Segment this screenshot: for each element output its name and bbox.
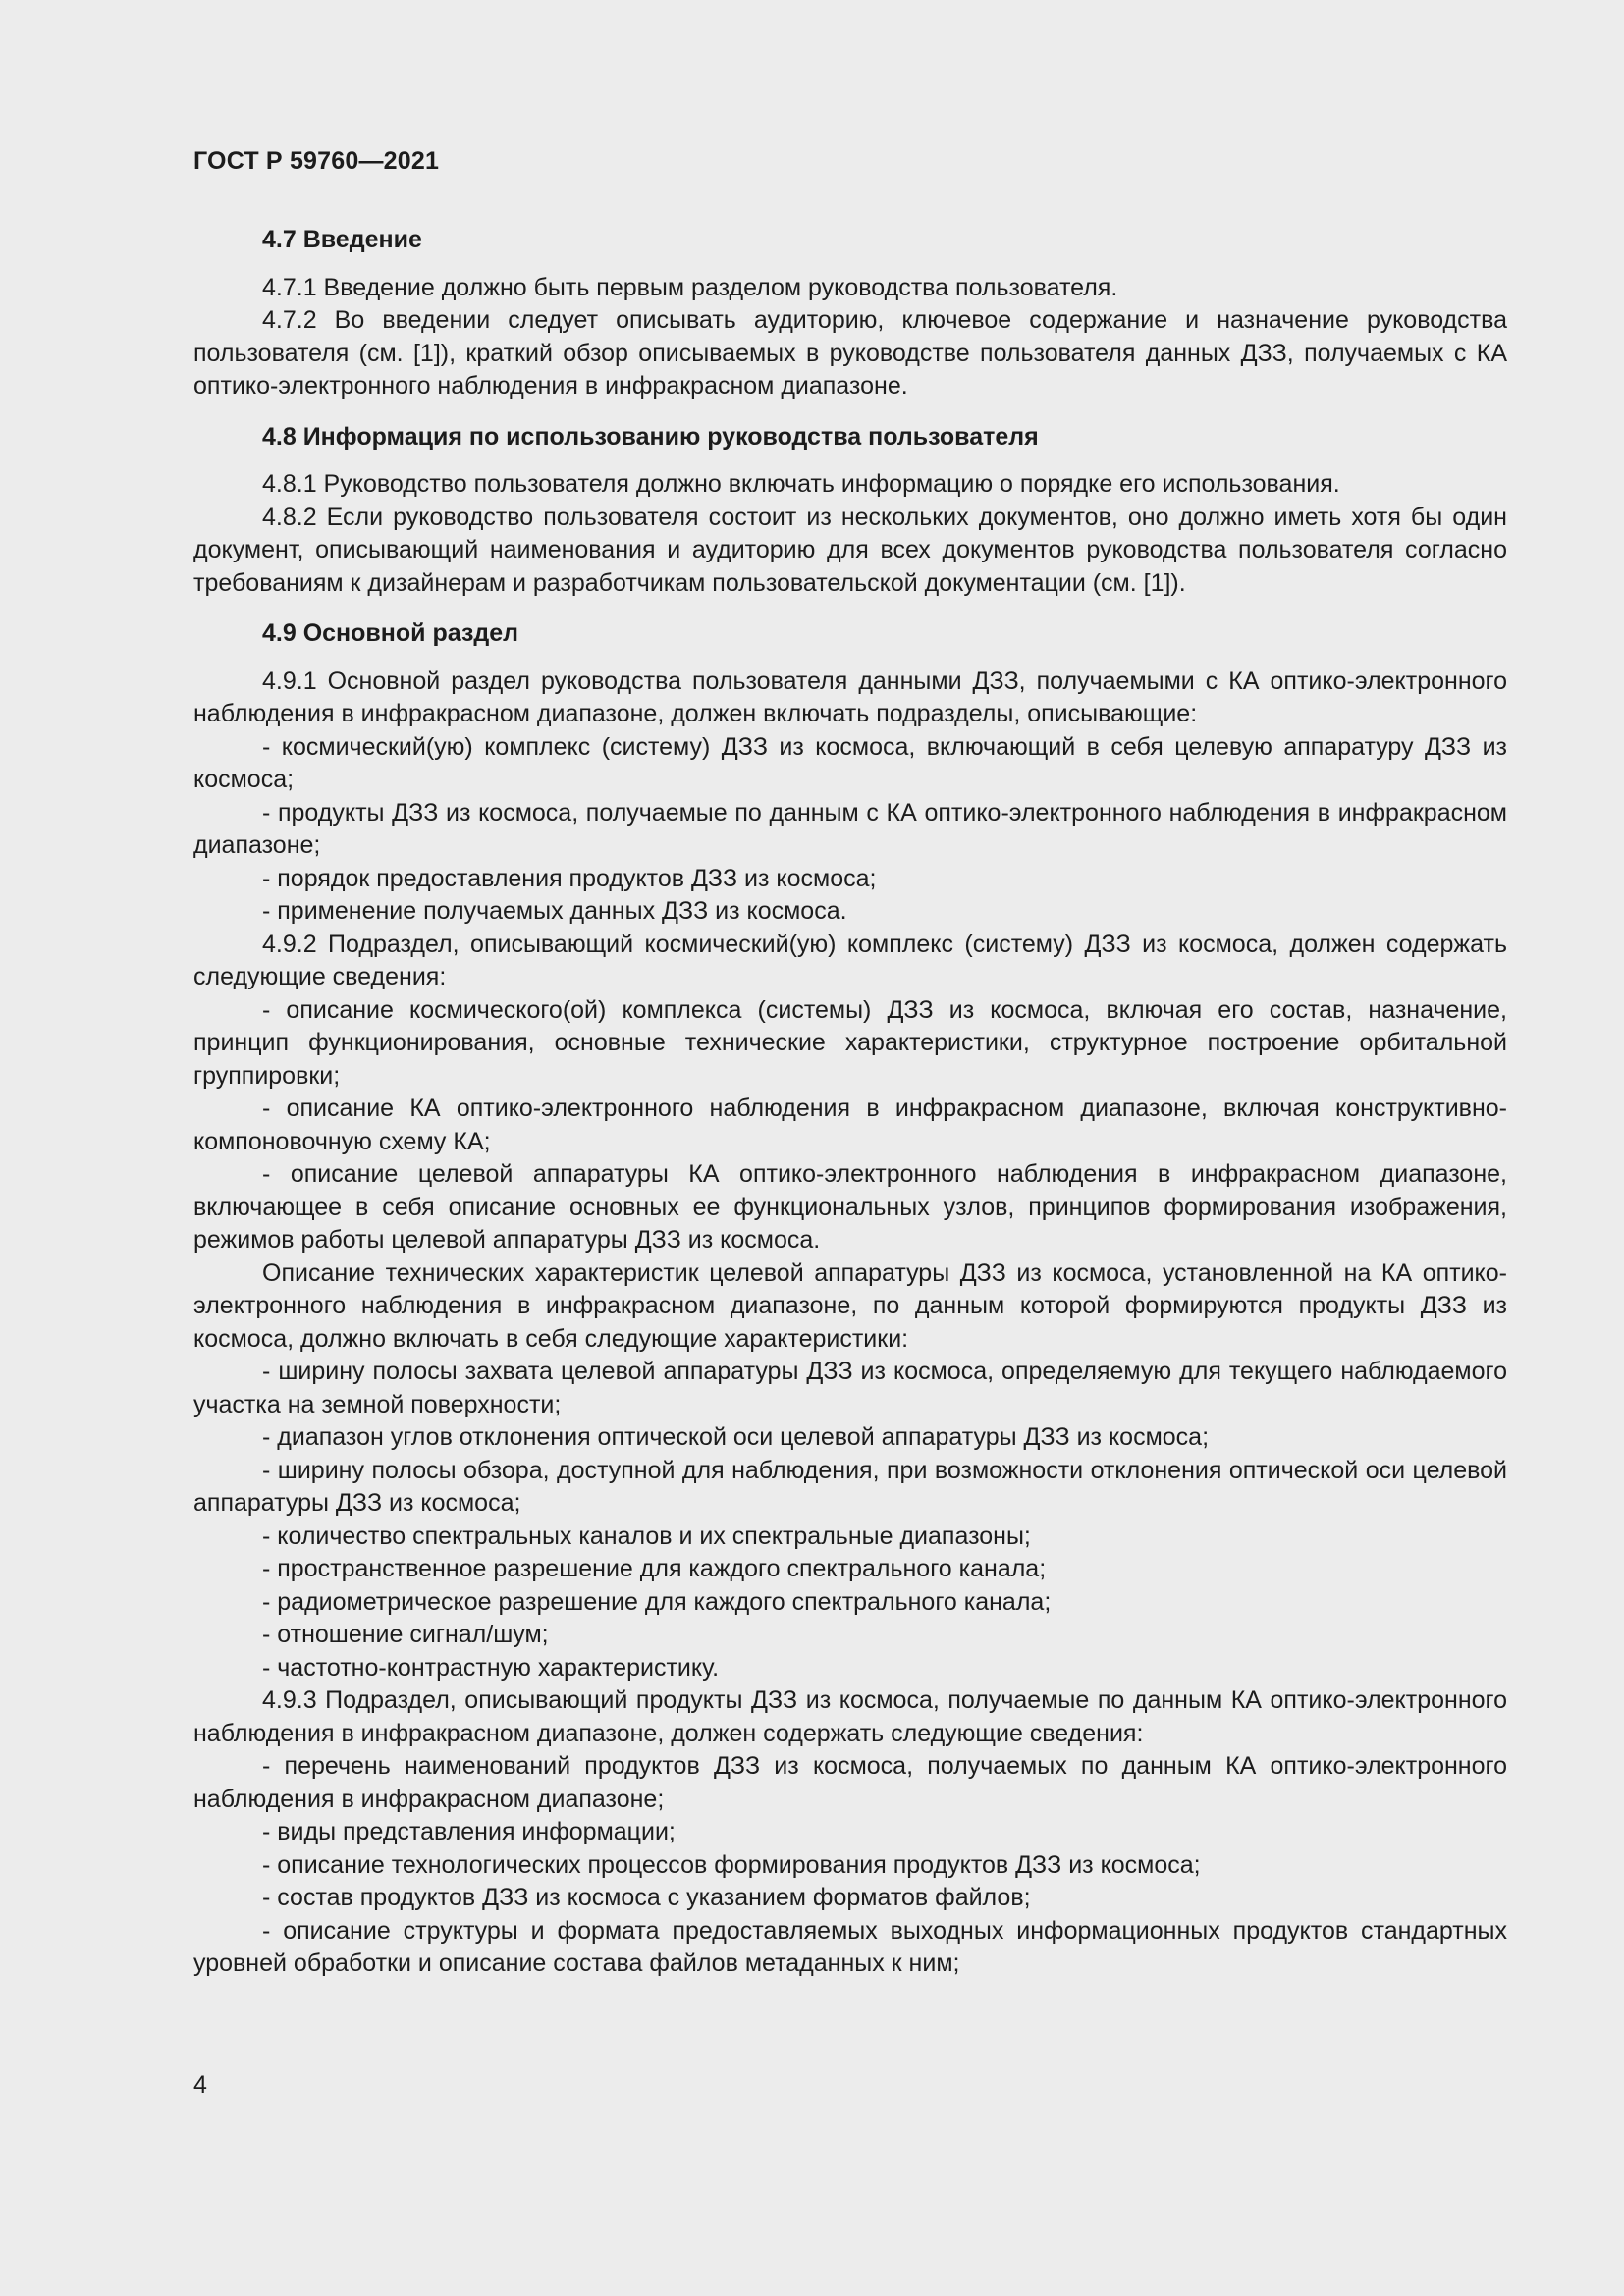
paragraph-4-8-1: 4.8.1 Руководство пользователя должно включать информацию о порядке его использования. (262, 470, 1340, 498)
list-item: - описание структуры и формата предоставляемых выходных информационных продуктов стандартных уровней обработки и описание состава файлов метаданных к ним; (193, 1916, 1507, 1977)
list-item: - ширину полосы захвата целевой аппаратуры ДЗЗ из космоса, определяемую для текущего наблюдаемого участка на земной поверхности; (193, 1358, 1507, 1418)
section-heading-4-7: 4.7 Введение (262, 226, 422, 253)
list-item: - состав продуктов ДЗЗ из космоса с указанием форматов файлов; (262, 1884, 1031, 1911)
list-item: - порядок предоставления продуктов ДЗЗ из космоса; (262, 864, 877, 892)
list-item: - количество спектральных каналов и их спектральные диапазоны; (262, 1522, 1031, 1550)
list-item: - применение получаемых данных ДЗЗ из космоса. (262, 897, 847, 925)
list-item: - описание космического(ой) комплекса (системы) ДЗЗ из космоса, включая его состав, назначение, принцип функционирования, основные технические характеристики, структурное построение орбитальной группировки; (193, 995, 1507, 1090)
list-item: - пространственное разрешение для каждого спектрального канала; (262, 1555, 1047, 1582)
section-heading-4-8: 4.8 Информация по использованию руководства пользователя (262, 422, 1039, 451)
paragraph: Описание технических характеристик целевой аппаратуры ДЗЗ из космоса, установленной на КА оптико-электронного наблюдения в инфракрасном диапазоне, по данным которой формируются продукты ДЗЗ из космоса, должно включать в себя следующие характеристики: (193, 1258, 1507, 1353)
list-item: - описание целевой аппаратуры КА оптико-электронного наблюдения в инфракрасном диапазоне, включающее в себя описание основных ее функциональных узлов, принципов формирования изображения, режимов работы целевой аппаратуры ДЗЗ из космоса. (193, 1160, 1507, 1254)
paragraph-4-7-1: 4.7.1 Введение должно быть первым разделом руководства пользователя. (262, 273, 1118, 301)
document-code-header: ГОСТ Р 59760—2021 (193, 147, 440, 175)
list-item: - отношение сигнал/шум; (262, 1621, 549, 1648)
list-item: - виды представления информации; (262, 1818, 676, 1845)
list-item: - радиометрическое разрешение для каждого спектрального канала; (262, 1587, 1052, 1616)
paragraph-4-7-2: 4.7.2 Во введении следует описывать аудиторию, ключевое содержание и назначение руководства пользователя (см. [1]), краткий обзор описываемых в руководстве пользователя данных ДЗЗ, получаемых с КА оптико-электронного наблюдения в инфракрасном диапазоне. (193, 306, 1507, 400)
paragraph-4-8-2: 4.8.2 Если руководство пользователя состоит из нескольких документов, оно должно иметь хотя бы один документ, описывающий наименования и аудиторию для всех документов руководства пользователя согласно требованиям к дизайнерам и разработчикам пользовательской документации (см. [1]). (193, 503, 1507, 597)
list-item: - перечень наименований продуктов ДЗЗ из космоса, получаемых по данным КА оптико-электронного наблюдения в инфракрасном диапазоне; (193, 1752, 1507, 1813)
section-heading-4-9: 4.9 Основной раздел (262, 619, 519, 647)
list-item: - ширину полосы обзора, доступной для наблюдения, при возможности отклонения оптической оси целевой аппаратуры ДЗЗ из космоса; (193, 1456, 1507, 1517)
list-item: - диапазон углов отклонения оптической оси целевой аппаратуры ДЗЗ из космоса; (262, 1423, 1210, 1451)
list-item: - частотно-контрастную характеристику. (262, 1653, 720, 1682)
paragraph: 4.9.3 Подраздел, описывающий продукты ДЗЗ из космоса, получаемые по данным КА оптико-электронного наблюдения в инфракрасном диапазоне, должен содержать следующие сведения: (193, 1686, 1507, 1747)
document-body (193, 224, 1507, 1981)
list-item: - описание КА оптико-электронного наблюдения в инфракрасном диапазоне, включая конструктивно-компоновочную схему КА; (193, 1095, 1507, 1155)
paragraph: 4.9.1 Основной раздел руководства пользователя данными ДЗЗ, получаемыми с КА оптико-электронного наблюдения в инфракрасном диапазоне, должен включать подразделы, описывающие: (193, 667, 1507, 727)
list-item: - космический(ую) комплекс (систему) ДЗЗ из космоса, включающий в себя целевую аппаратуру ДЗЗ из космоса; (193, 732, 1507, 793)
list-item: - продукты ДЗЗ из космоса, получаемые по данным с КА оптико-электронного наблюдения в инфракрасном диапазоне; (193, 798, 1507, 859)
paragraph: 4.9.2 Подраздел, описывающий космический(ую) комплекс (систему) ДЗЗ из космоса, должен содержать следующие сведения: (193, 930, 1507, 990)
list-item: - описание технологических процессов формирования продуктов ДЗЗ из космоса; (262, 1850, 1201, 1879)
page-number: 4 (193, 2071, 207, 2099)
